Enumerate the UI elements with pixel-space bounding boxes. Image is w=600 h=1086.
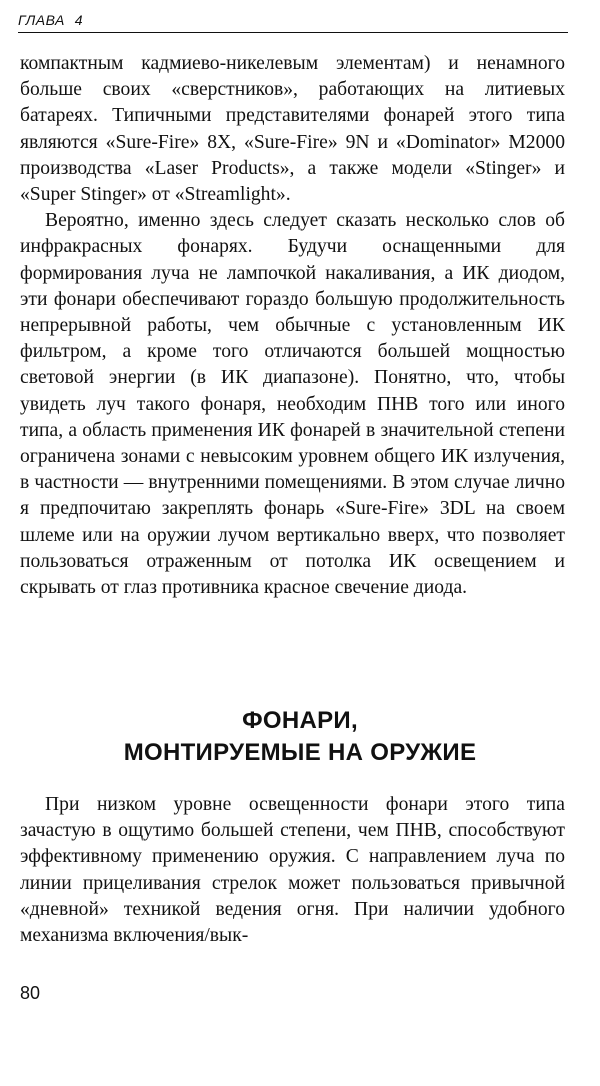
chapter-label-text: ГЛАВА (18, 12, 65, 28)
chapter-number: 4 (74, 12, 84, 28)
running-header (18, 10, 568, 33)
chapter-label (18, 12, 83, 28)
text-block-top (20, 51, 565, 601)
paragraph-infrared: Вероятно, именно здесь следует сказать несколько слов об инфракрасных фонарях. Будучи оснащенными для формирования луча не лампочкой накаливания, а ИК диодом, эти фонари обеспечивают гораздо большую продолжительность непрерывной работы, чем обычные с установленным ИК фильтром, а кроме того отличаются большей мощностью световой энергии (в ИК диапазоне). Понятно, что, чтобы увидеть луч такого фонаря, необходим ПНВ того или иного типа, а область применения ИК фонарей в значительной степени ограничена зонами с невысоким уровнем общего ИК излучения, в частности — внутренними помещениями. В этом случае лично я предпочитаю закреплять фонарь «Sure-Fire» 3DL на своем шлеме или на оружии лучом вертикально вверх, что позволяет пользоваться отраженным от потолка ИК освещением и скрывать от глаз противника красное свечение диода. (20, 210, 565, 599)
page-number: 80 (20, 983, 41, 1003)
section-heading (0, 705, 600, 769)
section-heading-line-2: МОНТИРУЕМЫЕ НА ОРУЖИЕ (123, 739, 477, 766)
section-heading-line-1: ФОНАРИ, (242, 707, 358, 734)
text-block-bottom (20, 792, 565, 949)
paragraph-continued: компактным кадмиево-никелевым элементам) и ненамного больше своих «сверстников», работающих на литиевых батареях. Типичными представителями фонарей этого типа являются «Sure-Fire» 8X, «Sure-Fire» 9N и «Dominator» M2000 производства «Laser Products», а также модели «Stinger» и «Super Stinger» от «Streamlight». (20, 53, 565, 206)
paragraph-weapon-lights: При низком уровне освещенности фонари этого типа зачастую в ощутимо большей степени, чем ПНВ, способствуют эффективному применению оружия. С направлением луча по линии прицеливания стрелок может пользоваться привычной «дневной» техникой ведения огня. При наличии удобного механизма включения/вык- (20, 794, 565, 947)
